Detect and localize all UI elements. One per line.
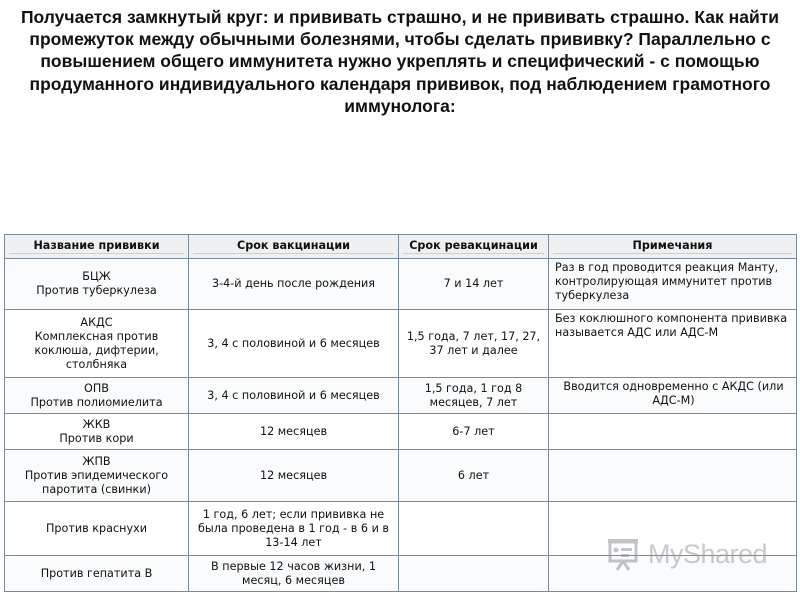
- table-header-row: [5, 235, 797, 259]
- cell-revaccination: 1,5 года, 7 лет, 17, 27, 37 лет и далее: [399, 310, 549, 378]
- vaccine-code: ЖПВ: [82, 454, 111, 468]
- presentation-board-icon: [606, 537, 642, 571]
- cell-name: [5, 414, 189, 450]
- cell-revaccination: 1,5 года, 1 год 8 месяцев, 7 лет: [399, 378, 549, 414]
- table-row: [5, 414, 797, 450]
- cell-revaccination: 6-7 лет: [399, 414, 549, 450]
- header-schedule: Срок вакцинации: [189, 235, 399, 259]
- cell-revaccination: 6 лет: [399, 450, 549, 502]
- header-revaccination: Срок ревакцинации: [399, 235, 549, 259]
- cell-notes: [549, 450, 797, 502]
- cell-schedule: 3, 4 с половиной и 6 месяцев: [189, 310, 399, 378]
- cell-name: [5, 310, 189, 378]
- table-row: [5, 450, 797, 502]
- watermark: [606, 536, 776, 572]
- cell-schedule: В первые 12 часов жизни, 1 месяц, 6 месяцев: [189, 556, 399, 592]
- cell-name: [5, 556, 189, 592]
- header-name: Название прививки: [5, 235, 189, 259]
- cell-name: [5, 378, 189, 414]
- vaccine-purpose: Комплексная против коклюша, дифтерии, столбняка: [34, 329, 159, 371]
- cell-schedule: 1 год, 6 лет; если прививка не была проведена в 1 год - в 6 и в 13-14 лет: [189, 502, 399, 556]
- intro-paragraph: Получается замкнутый круг: и прививать страшно, и не прививать страшно. Как найти промежуток между обычными болезнями, чтобы сделать прививку? Параллельно с повышением общего иммунитета нужно укреплять и специфический - с помощью продуманного индивидуального календаря прививок, под наблюдением грамотного иммунолога:: [20, 7, 780, 116]
- cell-name: [5, 450, 189, 502]
- vaccine-code: БЦЖ: [82, 270, 111, 283]
- vaccine-purpose: Против гепатита В: [40, 566, 153, 580]
- cell-notes: Вводится одновременно с АКДС (или АДС-М): [549, 378, 797, 414]
- vaccine-purpose: Против краснухи: [46, 521, 147, 535]
- header-notes: Примечания: [549, 235, 797, 259]
- vaccine-purpose: Против эпидемического паротита (свинки): [24, 468, 169, 496]
- cell-schedule: 3-4-й день после рождения: [189, 259, 399, 310]
- cell-notes: Без коклюшного компонента прививка называется АДС или АДС-М: [549, 310, 797, 378]
- table-row: [5, 259, 797, 310]
- table-row: [5, 310, 797, 378]
- cell-schedule: 3, 4 с половиной и 6 месяцев: [189, 378, 399, 414]
- cell-revaccination: [399, 556, 549, 592]
- cell-notes: Раз в год проводится реакция Манту, контролирующая иммунитет против туберкулеза: [549, 259, 797, 310]
- cell-revaccination: [399, 502, 549, 556]
- cell-schedule: 12 месяцев: [189, 414, 399, 450]
- watermark-text: MyShared: [648, 538, 768, 569]
- vaccine-code: АКДС: [80, 315, 113, 329]
- table-row: [5, 378, 797, 414]
- vaccine-code: ОПВ: [84, 381, 109, 395]
- vaccine-purpose: Против полиомиелита: [30, 395, 163, 409]
- vaccine-purpose: Против туберкулеза: [36, 284, 157, 297]
- vaccine-purpose: Против кори: [59, 431, 134, 445]
- cell-notes: [549, 414, 797, 450]
- cell-revaccination: 7 и 14 лет: [399, 259, 549, 310]
- vaccine-code: ЖКВ: [82, 417, 111, 431]
- cell-name: [5, 259, 189, 310]
- cell-name: [5, 502, 189, 556]
- cell-schedule: 12 месяцев: [189, 450, 399, 502]
